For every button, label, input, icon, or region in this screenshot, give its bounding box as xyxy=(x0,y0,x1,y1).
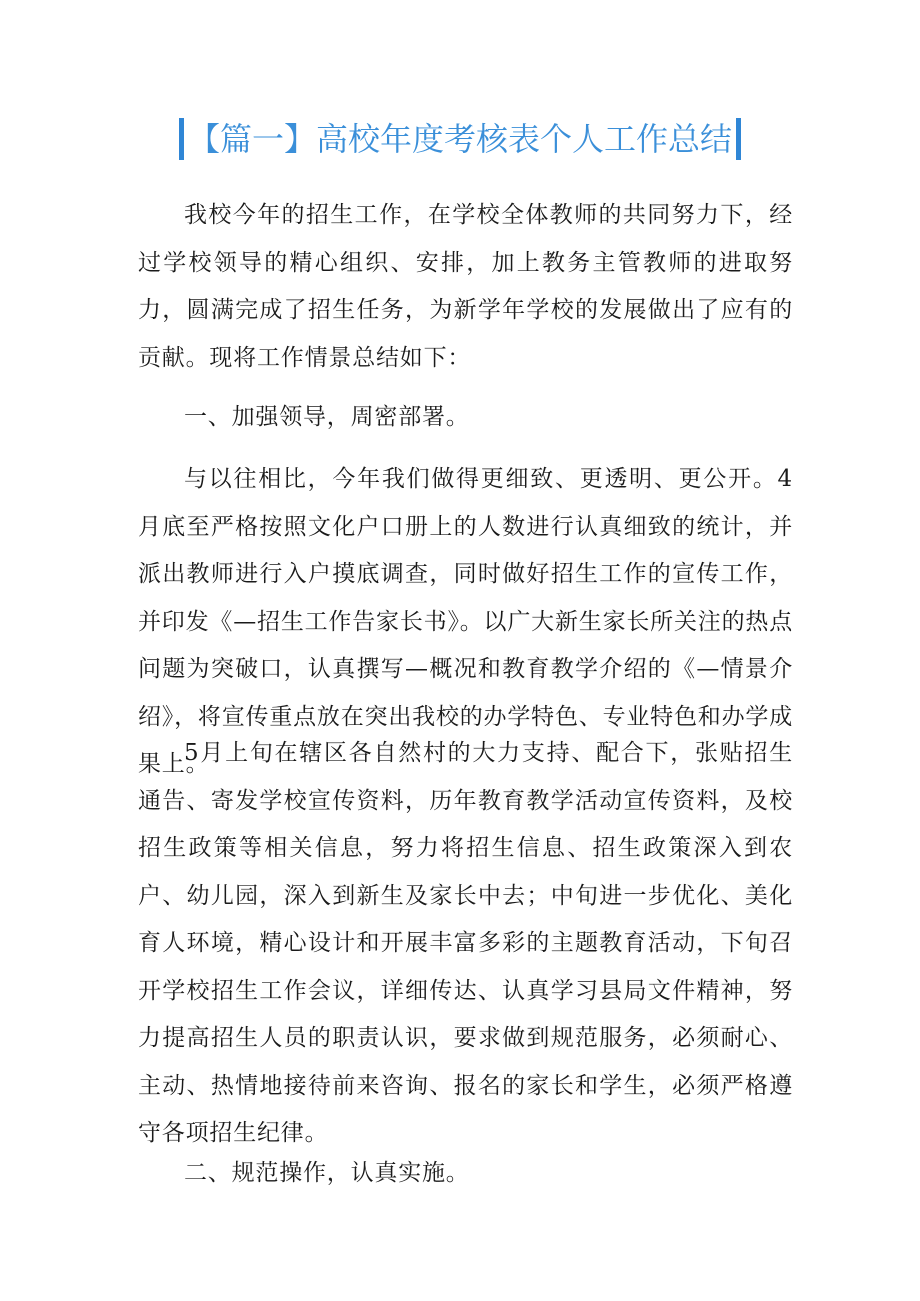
section-heading-1: 一、加强领导，周密部署。 xyxy=(184,404,470,430)
section-heading-2: 二、规范操作，认真实施。 xyxy=(184,1160,470,1186)
intro-paragraph-block xyxy=(138,192,793,382)
title-right-bar xyxy=(736,118,741,160)
paragraph-3-block xyxy=(138,730,793,1158)
document-title: 【篇一】高校年度考核表个人工作总结 xyxy=(187,120,732,158)
title-block xyxy=(0,118,920,160)
section-heading-1-block xyxy=(138,394,793,442)
intro-paragraph: 我校今年的招生工作，在学校全体教师的共同努力下，经过学校领导的精心组织、安排，加上教务主管教师的进取努力，圆满完成了招生任务，为新学年学校的发展做出了应有的贡献。现将工作情景总结如下： xyxy=(138,202,793,371)
paragraph-2: 与以往相比，今年我们做得更细致、更透明、更公开。4月底至严格按照文化户口册上的人数进行认真细致的统计，并派出教师进行入户摸底调查，同时做好招生工作的宣传工作，并印发《—招生工作告家长书》。以广大新生家长所关注的热点问题为突破口，认真撰写—概况和教育教学介绍的《—情景介绍》，将宣传重点放在突出我校的办学特色、专业特色和办学成果上。 xyxy=(138,466,793,777)
section-heading-2-block xyxy=(138,1150,793,1198)
paragraph-3: 5月上旬在辖区各自然村的大力支持、配合下，张贴招生通告、寄发学校宣传资料，历年教育教学活动宣传资料，及校招生政策等相关信息，努力将招生信息、招生政策深入到农户、幼儿园，深入到新生及家长中去；中旬进一步优化、美化育人环境，精心设计和开展丰富多彩的主题教育活动，下旬召开学校招生工作会议，详细传达、认真学习县局文件精神，努力提高招生人员的职责认识，要求做到规范服务，必须耐心、主动、热情地接待前来咨询、报名的家长和学生，必须严格遵守各项招生纪律。 xyxy=(138,740,793,1146)
title-left-bar xyxy=(179,118,184,160)
